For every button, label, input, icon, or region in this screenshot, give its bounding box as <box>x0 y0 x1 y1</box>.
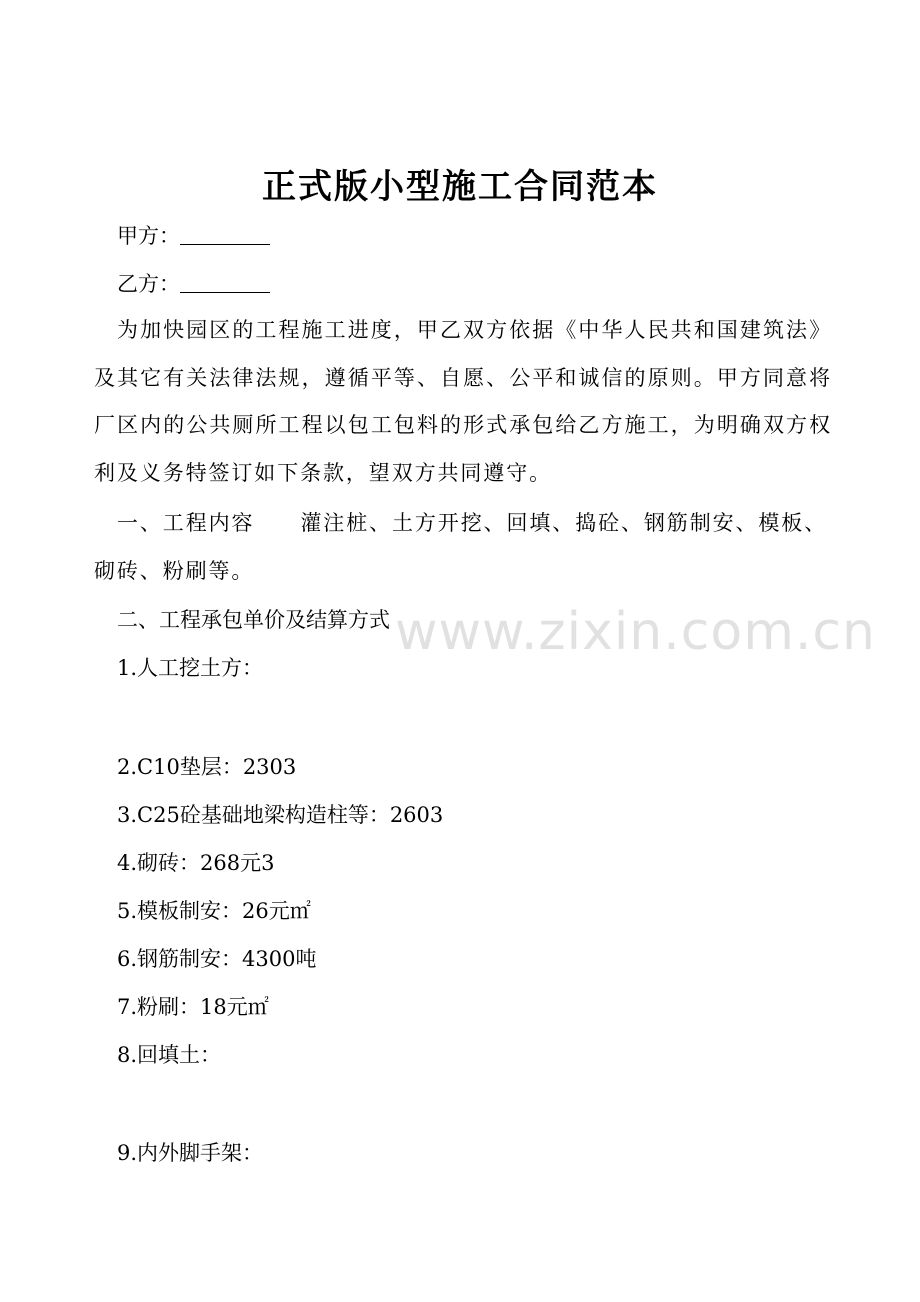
price-item: 6.钢筋制安：4300吨 <box>117 947 317 971</box>
party-b-blank <box>180 272 270 293</box>
party-a-label: 甲方： <box>117 224 180 248</box>
intro-paragraph: 为加快园区的工程施工进度，甲乙双方依据《中华人民共和国建筑法》及其它有关法律法规，遵循平等、自愿、公平和诚信的原则。甲方同意将厂区内的公共厕所工程以包工包料的形式承包给乙方施工，为明确双方权利及义务特签订如下条款，望双方共同遵守。 <box>94 318 832 485</box>
section2-heading: 二、工程承包单价及结算方式 <box>117 608 390 632</box>
section1-content: 灌注桩、土方开挖、回填、捣砼、钢筋制安、模板、砌砖、粉刷等。 <box>94 511 828 583</box>
price-item: 8.回填土： <box>117 1043 222 1067</box>
section1-paragraph <box>94 500 832 595</box>
price-item: 2.C10垫层：2303 <box>117 755 297 779</box>
party-b-label: 乙方： <box>117 272 180 296</box>
section1-heading: 一、工程内容 <box>117 511 255 535</box>
watermark: www.zixin.com.cn <box>395 602 876 662</box>
price-item: 5.模板制安：26元㎡ <box>117 899 311 923</box>
party-b-line <box>117 270 270 298</box>
price-item: 1.人工挖土方： <box>117 656 264 680</box>
price-item: 4.砌砖：268元3 <box>117 851 275 875</box>
document-title: 正式版小型施工合同范本 <box>262 167 658 207</box>
price-item: 9.内外脚手架： <box>117 1141 264 1165</box>
price-item: 3.C25砼基础地梁构造柱等：2603 <box>117 803 444 827</box>
party-a-line <box>117 222 270 250</box>
party-a-blank <box>180 224 270 245</box>
price-item: 7.粉刷：18元㎡ <box>117 995 269 1019</box>
